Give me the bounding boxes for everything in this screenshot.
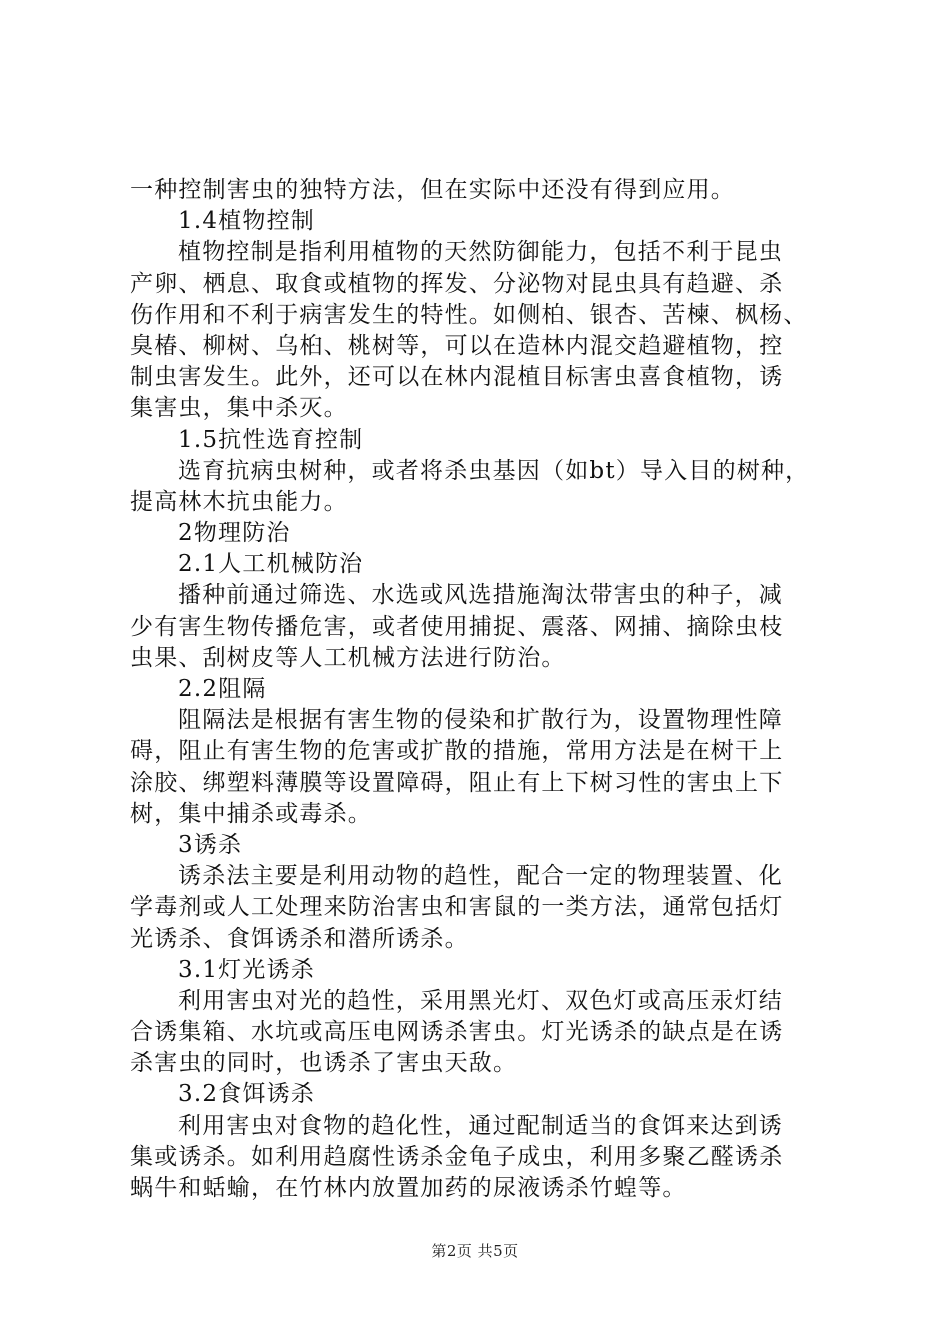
text-line: 选育抗病虫树种，或者将杀虫基因（如bt）导入目的树种，	[178, 457, 810, 484]
text-line: 1.5抗性选育控制	[178, 426, 364, 453]
page-number-footer: 第2页 共5页	[431, 1242, 519, 1260]
text-line: 2物理防治	[178, 520, 291, 547]
text-line: 集害虫，集中杀灭。	[130, 395, 348, 422]
text-line: 光诱杀、食饵诱杀和潜所诱杀。	[130, 925, 469, 952]
text-line: 阻隔法是根据有害生物的侵染和扩散行为，设置物理性障	[178, 707, 783, 734]
text-line: 伤作用和不利于病害发生的特性。如侧柏、银杏、苦楝、枫杨、	[130, 301, 808, 328]
text-line: 制虫害发生。此外，还可以在林内混植目标害虫喜食植物，诱	[130, 364, 784, 391]
text-line: 诱杀法主要是利用动物的趋性，配合一定的物理装置、化	[178, 863, 783, 890]
text-line: 杀害虫的同时，也诱杀了害虫天敌。	[130, 1050, 518, 1077]
text-line: 臭椿、柳树、乌桕、桃树等，可以在造林内混交趋避植物，控	[130, 332, 784, 359]
text-line: 2.1人工机械防治	[178, 551, 364, 578]
text-line: 合诱集箱、水坑或高压电网诱杀害虫。灯光诱杀的缺点是在诱	[130, 1019, 784, 1046]
text-line: 涂胶、绑塑料薄膜等设置障碍，阻止有上下树习性的害虫上下	[130, 769, 784, 796]
text-line: 提高林木抗虫能力。	[130, 488, 348, 515]
text-line: 利用害虫对食物的趋化性，通过配制适当的食饵来达到诱	[178, 1112, 783, 1139]
text-line: 蜗牛和蛞蝓，在竹林内放置加药的尿液诱杀竹蝗等。	[130, 1175, 687, 1201]
text-line: 2.2阻隔	[178, 676, 267, 702]
text-line: 虫果、刮树皮等人工机械方法进行防治。	[130, 644, 566, 671]
text-line: 1.4植物控制	[178, 208, 315, 235]
text-line: 植物控制是指利用植物的天然防御能力，包括不利于昆虫	[178, 239, 783, 266]
text-line: 少有害生物传播危害，或者使用捕捉、震落、网捕、摘除虫枝	[130, 613, 784, 640]
text-line: 一种控制害虫的独特方法，但在实际中还没有得到应用。	[130, 177, 735, 203]
document-body	[130, 175, 830, 1204]
text-line: 3诱杀	[178, 831, 243, 858]
text-line: 树，集中捕杀或毒杀。	[130, 800, 372, 827]
text-line: 利用害虫对光的趋性，采用黑光灯、双色灯或高压汞灯结	[178, 987, 783, 1014]
text-line: 产卵、栖息、取食或植物的挥发、分泌物对昆虫具有趋避、杀	[130, 270, 784, 297]
text-line: 碍，阻止有害生物的危害或扩散的措施，常用方法是在树干上	[130, 738, 784, 765]
text-line: 学毒剂或人工处理来防治害虫和害鼠的一类方法，通常包括灯	[130, 894, 784, 921]
text-line: 3.2食饵诱杀	[178, 1081, 315, 1108]
text-line: 3.1灯光诱杀	[178, 956, 315, 983]
text-line: 集或诱杀。如利用趋腐性诱杀金龟子成虫，利用多聚乙醛诱杀	[130, 1143, 784, 1170]
text-line: 播种前通过筛选、水选或风选措施淘汰带害虫的种子，减	[178, 582, 783, 609]
